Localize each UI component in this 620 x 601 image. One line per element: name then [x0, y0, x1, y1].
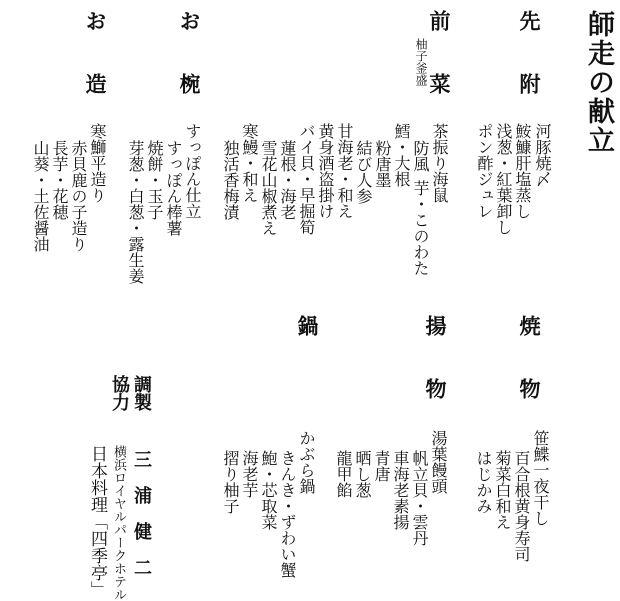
sakizuke-item: ポン酢ジュレ	[475, 123, 494, 219]
yakimono-item: 百合根黄身寿司	[512, 450, 531, 562]
yakimono-item: 菊菜白和え	[493, 450, 512, 530]
sakizuke-item: 鮟鱇肝塩蒸し	[513, 123, 532, 219]
zensai-item: 甘海老・和え	[335, 123, 354, 219]
zensai-item: バイ貝・早掘筍	[297, 123, 316, 235]
nabe-item: 鮑・芯取菜	[259, 450, 278, 530]
agemono-item: 晒し葱	[353, 450, 372, 498]
zensai-item: 雪花山椒煮え	[259, 140, 278, 236]
yakimono-item: はじかみ	[474, 450, 493, 514]
otsukuri-item: 赤貝鹿の子造り	[69, 140, 88, 252]
zensai-item: 茶振り海鼠	[430, 123, 449, 203]
owan-item: すっぽん棒薯	[164, 140, 183, 236]
nabe-item: 摺り柚子	[221, 450, 240, 514]
nabe-item: きんき・ずわい蟹	[278, 450, 297, 578]
credit-chef-name: 三 浦 健 二	[131, 450, 152, 576]
agemono-item: 湯葉饅頭	[429, 430, 448, 494]
heading-otsukuri: お 造	[83, 10, 108, 94]
agemono-item: 青唐	[372, 450, 391, 482]
credit-restaurant: 日本料理「四季亭」	[87, 445, 107, 598]
nabe-item: 海老芋	[240, 450, 259, 498]
zensai-item: 結び人参	[354, 140, 373, 204]
owan-item: 焼餅・玉子	[145, 140, 164, 220]
zensai-item: 独活香梅漬	[221, 140, 240, 220]
sakizuke-item: 河豚焼〆	[533, 123, 552, 187]
zensai-item: 蓮根・海老	[278, 140, 297, 220]
yakimono-item: 笹鰈一夜干し	[531, 430, 550, 526]
sakizuke-item: 浅葱・紅葉卸し	[494, 123, 513, 235]
zensai-item: 鱈・大根	[392, 123, 411, 187]
credit-heading-chousei: 調製	[131, 375, 152, 411]
credit-heading-kyouryoku: 協力	[109, 375, 130, 411]
otsukuri-item: 山葵・土佐醤油	[31, 140, 50, 252]
otsukuri-item: 長芋・花穂	[50, 140, 69, 220]
owan-item: 芽葱・白葱・露生姜	[126, 140, 145, 284]
heading-nabe: 鍋	[295, 315, 320, 336]
heading-agemono: 揚 物	[423, 315, 448, 399]
zensai-item: 寒鰻・和え	[240, 123, 259, 203]
heading-zensai: 前 菜	[427, 10, 452, 94]
zensai-sub: 柚子釜盛	[414, 38, 428, 86]
zensai-item: 粉唐墨	[373, 140, 392, 188]
menu-title: 師走の献立	[583, 10, 614, 155]
agemono-item: 龍甲餡	[334, 450, 353, 498]
heading-owan: お 椀	[177, 10, 202, 94]
zensai-item: 芋・このわた	[411, 180, 430, 276]
zensai-item: 防風	[411, 140, 430, 172]
agemono-item: 帆立貝・雲丹	[410, 450, 429, 546]
credit-hotel: 横浜ロイヤルパークホテル	[111, 445, 126, 601]
owan-item: すっぽん仕立	[183, 123, 202, 219]
nabe-item: かぶら鍋	[297, 430, 316, 494]
heading-yakimono: 焼 物	[517, 315, 542, 399]
agemono-item: 車海老素揚	[391, 450, 410, 530]
otsukuri-item: 寒鰤平造り	[88, 123, 107, 203]
heading-sakizuke: 先 附	[517, 10, 542, 94]
zensai-item: 黄身酒盗掛け	[316, 123, 335, 219]
